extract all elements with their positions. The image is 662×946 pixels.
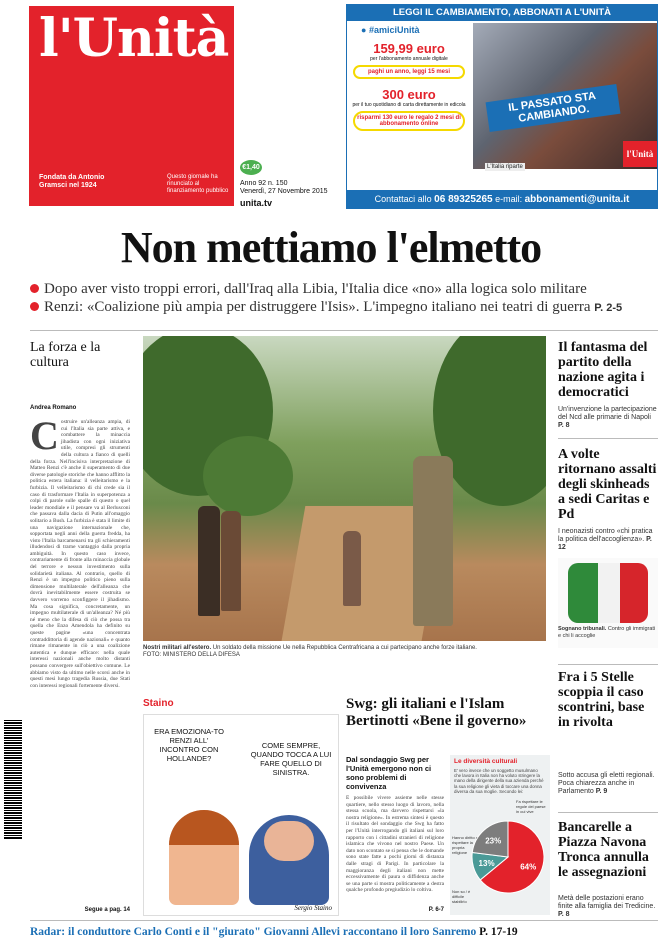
ad-paper-logo: l'Unità <box>623 141 657 167</box>
radar-footer[interactable] <box>30 926 518 938</box>
swg-ref: P. 6-7 <box>428 907 444 913</box>
cartoon-character-2 <box>249 815 329 905</box>
radar-ref: P. 17-19 <box>479 926 518 938</box>
chart-title: Le diversità culturali <box>454 758 518 765</box>
story-fantasma-ref: P. 8 <box>558 422 570 429</box>
editorial-continue: Segue a pag. 14 <box>84 907 130 913</box>
divider <box>558 438 658 439</box>
pie-category-2: Non so / è difficile stabilirlo <box>452 889 471 904</box>
ad-contact[interactable] <box>347 190 657 208</box>
story-skinheads-title: A volte ritornano assalti degli skinheads a sedi Caritas e Pd <box>558 447 657 522</box>
story-bancarelle-ref: P. 8 <box>558 911 570 918</box>
ad-hashtag-text: #amiciUnità <box>368 25 420 35</box>
dropcap: C <box>30 419 59 458</box>
story-5stelle-text: Sotto accusa gli eletti regionali. Poca chiarezza anche in Parlamento <box>558 772 655 795</box>
ad-header: LEGGI IL CAMBIAMENTO, ABBONATI A L'UNITÀ <box>347 5 657 21</box>
pie-label-0: 64% <box>520 862 537 872</box>
ad-italia-riparte: L'Italia riparte <box>487 164 523 170</box>
caption-text: Un soldato della missione Ue nella Repubblica Centrafricana a cui partecipano anche forze italiane. <box>212 645 477 651</box>
radar-label: Radar: <box>30 926 66 938</box>
subhead-2-ref: P. 2-5 <box>594 302 623 314</box>
divider <box>558 664 658 665</box>
story-5stelle-body <box>558 772 658 796</box>
swg-body: È possibile vivere assieme nelle stesse quartiere, nello stesso luogo di lavoro, nella stessa scuola, ma davvero rispettarsi «la nostra religione». In estrema sintesi è questo il risultato del sondaggio che Swg ha fatto per l'Unità interrogando gli italiani sul loro rapporto con i cittadini stranieri di religione islamica che vivono nel nostro Paese. Un dato non scontato se si pensa che le domande sono state fatte a pochi giorni di distanza dalle stragi di Parigi. In particolare la maggioranza degli italiani non mette eccessivamente di paura o diffidenza anche se una parte si mostra politicamente a destra qualche profondo pregiudizio lo coltiva. <box>346 795 444 894</box>
ad-price-paper-note: per il tuo quotidiano di carta direttamente in edicola <box>352 102 466 108</box>
staino-cartoon[interactable] <box>143 714 339 916</box>
photo-caption <box>143 645 546 659</box>
site-link[interactable]: unita.tv <box>240 198 273 208</box>
chart-note: E' vero invece che un soggetto musulmano che lavora in Italia non ha voluto stringere la mano della dirigente della sua azienda perché la sua religione gli vieta di toccare una donna diversa da sua moglie. Secondo lei: <box>454 768 544 794</box>
ad-banner: IL PASSATO STA CAMBIANDO. <box>486 84 621 132</box>
story-fantasma[interactable] <box>558 340 658 430</box>
ad-offer-paper: risparmi 130 euro le regalo 2 mesi di abbonamento online <box>353 111 465 131</box>
editorial-body <box>30 419 130 905</box>
pie-category-0: Fa rispettare le regole del paese in cui vive <box>516 799 546 814</box>
subhead-2-text: Renzi: «Coalizione più ampia per distruggere l'Isis». L'impegno italiano nei teatri di guerra <box>44 299 591 315</box>
ad-offers <box>347 41 471 134</box>
editorial-article[interactable] <box>30 340 130 913</box>
cartoon-label: Staino <box>143 698 174 709</box>
divider <box>30 330 658 331</box>
ad-photo <box>473 23 657 169</box>
ad-phone[interactable]: 06 89325265 <box>434 194 493 205</box>
founded-note: Fondata da Antonio Gramsci nel 1924 <box>39 174 105 189</box>
survey-chart <box>450 755 550 915</box>
story-bancarelle-title[interactable]: Bancarelle a Piazza Navona Tronca annulla le assegnazioni <box>558 820 649 880</box>
soldier-photo[interactable] <box>143 336 546 641</box>
story-bancarelle-body <box>558 895 658 919</box>
editorial-text: ostruire un'alleanza ampia, di cui l'Italia sia parte attiva, e combattere la minaccia jihadista con ogni iniziativa utile, compresi gli strumenti della cultura a fianco di quelli della forza. Nell'incisiva interpretazione di Matteo Renzi c'è anche il superamento di due diverse patologie storiche che hanno afflitto la politica estera italiana: il velleitarismo e la furbizia. Il velleitarismo di chi crede sia il caso di trasformare l'Italia in superpotenza a colpi di parole sulle spalle di questo o quel leader mondiale e il pensare va al Berlusconi che passava dalla dacia di Putin all'omaggio solitario a Bush. La furbizia è stata il limite di una navigazione internazionale che, sopportata negli anni della guerra fredda, ha visto l'Italia barcamenarsi tra gli schieramenti illudendosi di trarne vantaggio dalla propria ambiguità. In questo caso invece, contrariamente di fronte alla minaccia globale del terrore e nessun investimento sulla solidarietà italiana. Al contrario, quello di Renzi è un impegno politico pieno sulla dimensione multilaterale dell'alleanza che dovrà inevitabilmente essere costruita se davvero vorremo sconfiggere il jihadismo. Ma cosa significa, concretamente, un impegno multilaterale di un'alleanza? Né più né meno che la difesa di ciò che possa tra quella che Enzo Amendola ha definito su queste pagine «una concentrata contraddittoria di agende nazionali» e quanto rimane rimanente in ciò a una coalizione autentica e dunque efficace: nella quale interessi nazionali anche molto distanti possano convergere sull'obiettivo comune. Le abbiamo visto da ultimo nelle scorsi anche in questi mesi lungo tragedia Russia, due Stati con interessi regionali fortemente diversi. <box>30 419 130 689</box>
ad-price-paper: 300 euro <box>382 87 436 102</box>
editorial-title: La forza e la cultura <box>30 340 101 370</box>
cartoon-bubble-2: COME SEMPRE, QUANDO TOCCA A LUI FARE QUELLO DI SINISTRA. <box>250 741 332 777</box>
photo-credit: FOTO: MINISTERO DELLA DIFESA <box>143 652 240 658</box>
story-skinheads-body <box>558 528 658 552</box>
pie-label-1: 13% <box>478 859 495 869</box>
right-column <box>558 340 658 639</box>
story-skinheads-ref: P. 12 <box>558 536 652 551</box>
divider <box>30 920 658 921</box>
ad-contact-label: Contattaci allo <box>374 194 432 204</box>
story-5stelle-title[interactable]: Fra i 5 Stelle scoppia il caso scontrini, base in rivolta <box>558 670 645 730</box>
flag-caption-text: Contro gli immigrati e chi li accoglie <box>558 626 656 639</box>
flag-caption <box>558 626 658 639</box>
caption-bold: Nostri militari all'estero. <box>143 645 212 651</box>
ad-price-digital: 159,99 euro <box>373 41 445 56</box>
subhead-1-text: Dopo aver visto troppi errori, dall'Iraq alla Libia, l'Italia dice «no» alla logica solo militare <box>44 281 587 297</box>
divider <box>558 812 658 813</box>
swg-lead: Dal sondaggio Swg per l'Unità emergono non ci sono problemi di convivenza <box>346 755 432 791</box>
newspaper-logo: l'Unità <box>39 8 229 69</box>
ad-email-label: e-mail: <box>495 194 523 204</box>
ad-offer-digital: paghi un anno, leggi 15 mesi <box>353 65 465 79</box>
twitter-icon: ● <box>361 25 367 35</box>
pie-chart <box>450 795 550 913</box>
flag-caption-bold: Sognano tribunali. <box>558 626 607 632</box>
ad-email[interactable]: abbonamenti@unita.it <box>524 194 630 205</box>
story-5stelle-ref: P. 9 <box>595 788 608 795</box>
story-skinheads[interactable] <box>558 447 658 552</box>
editorial-author: Andrea Romano <box>30 405 77 411</box>
subscription-ad[interactable] <box>346 4 658 209</box>
issue-number: Anno 92 n. 150 <box>240 180 288 187</box>
swg-headline[interactable]: Swg: gli italiani e l'Islam Bertinotti «Bene il governo» <box>346 696 527 729</box>
funding-note: Questo giornale ha rinunciato al finanziamento pubblico <box>167 174 229 194</box>
story-fantasma-body <box>558 406 658 430</box>
barcode <box>4 720 22 840</box>
cartoon-bubble-1: ERA EMOZIONA-TO RENZI ALL' INCONTRO CON HOLLANDE? <box>154 727 224 763</box>
subhead-1[interactable] <box>30 280 587 298</box>
radar-text: il conduttore Carlo Conti e il "giurato" Giovanni Allevi raccontano il loro Sanremo <box>68 926 477 938</box>
cartoon-signature: Sergio Staino <box>294 904 332 912</box>
issue-date: Venerdì, 27 Novembre 2015 <box>240 188 328 195</box>
cartoon-character-1 <box>169 810 239 905</box>
ad-price-digital-note: per l'abbonamento annuale digitale <box>370 56 448 62</box>
pie-category-1: Hanno diritto a rispettare la propria religione <box>452 835 479 855</box>
story-bancarelle-text: Metà delle postazioni erano finite alla famiglia dei Tredicine. <box>558 895 656 910</box>
subhead-2[interactable] <box>30 298 622 317</box>
main-headline[interactable]: Non mettiamo l'elmetto <box>120 223 542 272</box>
story-fantasma-title: Il fantasma del partito della nazione agita i democratici <box>558 340 648 400</box>
masthead-logo-box[interactable] <box>29 6 234 206</box>
ad-hashtag[interactable] <box>361 25 419 35</box>
issue-info <box>240 180 328 196</box>
story-skinheads-text: I neonazisti contro «chi pratica la politica dell'accoglienza». <box>558 528 653 543</box>
price-badge: €1,40 <box>240 160 262 175</box>
story-fantasma-text: Un'invenzione la partecipazione del Ncd alle primarie di Napoli <box>558 406 657 421</box>
pie-label-2: 23% <box>485 836 502 846</box>
